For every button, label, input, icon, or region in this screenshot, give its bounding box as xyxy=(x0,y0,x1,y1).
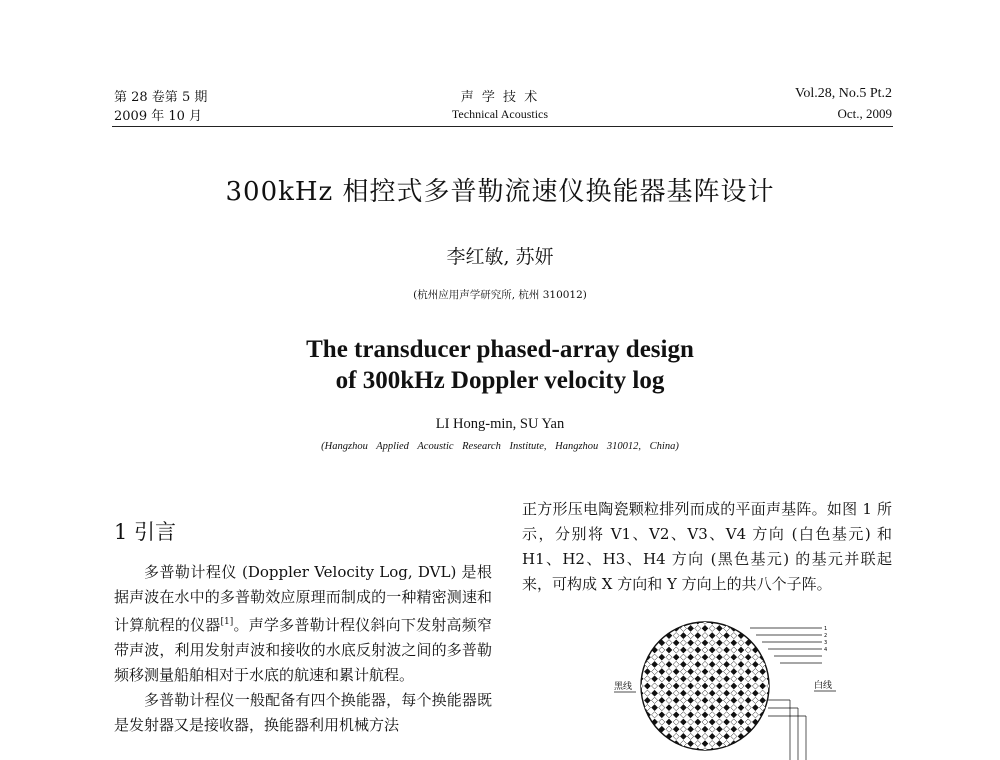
array-element xyxy=(702,741,708,747)
array-element xyxy=(731,705,737,711)
array-element xyxy=(760,697,766,703)
array-element xyxy=(688,719,694,725)
array-element xyxy=(680,654,686,660)
array-element xyxy=(666,705,672,711)
array-element xyxy=(738,633,744,639)
array-element xyxy=(652,669,658,675)
array-element xyxy=(745,719,751,725)
array-element xyxy=(659,697,665,703)
array-element xyxy=(738,697,744,703)
array-element xyxy=(716,676,722,682)
array-element xyxy=(738,647,744,653)
array-element xyxy=(680,726,686,732)
journal-volume-cn: 第 28 卷第 5 期 xyxy=(114,90,208,105)
array-element xyxy=(652,712,658,718)
array-element xyxy=(666,661,672,667)
array-element xyxy=(731,697,737,703)
array-element xyxy=(673,719,679,725)
array-element xyxy=(738,654,744,660)
array-element xyxy=(731,690,737,696)
array-element xyxy=(702,640,708,646)
array-element xyxy=(680,690,686,696)
array-element xyxy=(752,661,758,667)
array-element xyxy=(716,697,722,703)
journal-date-en: Oct., 2009 xyxy=(837,106,892,121)
array-element xyxy=(695,676,701,682)
array-element xyxy=(673,733,679,739)
array-element xyxy=(716,733,722,739)
array-element xyxy=(731,683,737,689)
array-element xyxy=(644,690,650,696)
array-element xyxy=(659,719,665,725)
array-element xyxy=(738,676,744,682)
array-element xyxy=(695,719,701,725)
array-element xyxy=(695,705,701,711)
array-element xyxy=(716,647,722,653)
array-element xyxy=(752,690,758,696)
array-element xyxy=(724,654,730,660)
array-element xyxy=(745,690,751,696)
array-element xyxy=(695,733,701,739)
journal-volume-en: Vol.28, No.5 Pt.2 xyxy=(795,86,892,101)
array-element xyxy=(680,633,686,639)
array-element xyxy=(695,640,701,646)
array-element xyxy=(709,690,715,696)
array-element xyxy=(680,719,686,725)
array-element xyxy=(688,676,694,682)
array-element xyxy=(680,712,686,718)
array-elements xyxy=(637,618,773,754)
array-element xyxy=(659,705,665,711)
array-element xyxy=(680,683,686,689)
array-element xyxy=(702,719,708,725)
array-element xyxy=(673,705,679,711)
array-element xyxy=(652,705,658,711)
authors-cn: 李红敏, 苏妍 xyxy=(446,246,554,268)
array-element xyxy=(738,690,744,696)
array-element xyxy=(702,726,708,732)
array-element xyxy=(767,683,773,689)
array-element xyxy=(738,683,744,689)
array-element xyxy=(709,697,715,703)
array-element xyxy=(680,697,686,703)
array-element xyxy=(731,669,737,675)
array-element xyxy=(716,640,722,646)
array-element xyxy=(716,690,722,696)
right-column xyxy=(522,497,892,597)
array-element xyxy=(724,705,730,711)
wire-label-4: 4 xyxy=(824,647,828,653)
array-element xyxy=(652,661,658,667)
array-element xyxy=(688,741,694,747)
array-element xyxy=(695,683,701,689)
array-element xyxy=(716,683,722,689)
array-element xyxy=(724,633,730,639)
array-element xyxy=(752,647,758,653)
array-element xyxy=(673,676,679,682)
array-element xyxy=(724,697,730,703)
array-element xyxy=(666,640,672,646)
array-element xyxy=(724,726,730,732)
array-element xyxy=(666,697,672,703)
array-element xyxy=(702,669,708,675)
array-element xyxy=(760,669,766,675)
array-element xyxy=(745,683,751,689)
array-element xyxy=(738,640,744,646)
array-element xyxy=(680,705,686,711)
array-element xyxy=(716,654,722,660)
array-element xyxy=(659,647,665,653)
array-element xyxy=(738,669,744,675)
header-rule xyxy=(112,126,893,127)
title-en-line-1: The transducer phased-array design xyxy=(306,336,694,363)
array-element xyxy=(745,669,751,675)
array-element xyxy=(680,661,686,667)
array-element xyxy=(688,726,694,732)
array-element xyxy=(644,683,650,689)
array-element xyxy=(666,647,672,653)
array-element xyxy=(702,625,708,631)
array-element xyxy=(745,654,751,660)
array-element xyxy=(695,741,701,747)
array-element xyxy=(716,741,722,747)
array-element xyxy=(673,647,679,653)
array-element xyxy=(680,733,686,739)
array-element xyxy=(702,647,708,653)
array-element xyxy=(688,640,694,646)
array-element xyxy=(760,676,766,682)
array-element xyxy=(652,719,658,725)
label-white-wire: 白线 xyxy=(814,681,833,691)
array-element xyxy=(666,690,672,696)
array-element xyxy=(716,726,722,732)
affiliation-cn: (杭州应用声学研究所, 杭州 310012) xyxy=(413,289,587,301)
array-element xyxy=(659,683,665,689)
array-element xyxy=(752,705,758,711)
array-element xyxy=(688,669,694,675)
array-element xyxy=(716,669,722,675)
array-element xyxy=(702,690,708,696)
array-element xyxy=(695,633,701,639)
array-element xyxy=(709,625,715,631)
array-element xyxy=(680,669,686,675)
array-element xyxy=(673,712,679,718)
array-element xyxy=(709,640,715,646)
array-element xyxy=(738,712,744,718)
paragraph-intro-1-rest: 。声学多普勒计程仪斜向下发射高频窄带声波，利用发射声波和接收的水底反射波之间的多普勒频移测量船舶相对于水底的航速和累计航程。 xyxy=(114,616,492,684)
array-element xyxy=(666,676,672,682)
array-element xyxy=(659,661,665,667)
array-element xyxy=(738,719,744,725)
array-element xyxy=(673,690,679,696)
array-element xyxy=(666,654,672,660)
affiliation-en: (Hangzhou Applied Acoustic Research Institute, Hangzhou 310012, China) xyxy=(321,441,679,452)
wire-label-3: 3 xyxy=(824,640,828,646)
array-element xyxy=(680,676,686,682)
array-element xyxy=(673,697,679,703)
array-element xyxy=(688,690,694,696)
array-element xyxy=(731,654,737,660)
array-element xyxy=(709,669,715,675)
array-element xyxy=(709,719,715,725)
array-element xyxy=(724,669,730,675)
array-element xyxy=(659,690,665,696)
array-element xyxy=(688,661,694,667)
array-element xyxy=(724,690,730,696)
array-element xyxy=(688,625,694,631)
array-element xyxy=(702,712,708,718)
array-element xyxy=(709,705,715,711)
array-element xyxy=(695,654,701,660)
array-element xyxy=(702,683,708,689)
label-black-wire: 黑线 xyxy=(614,682,633,692)
array-element xyxy=(695,712,701,718)
array-element xyxy=(716,705,722,711)
array-element xyxy=(716,712,722,718)
array-element xyxy=(731,647,737,653)
array-element xyxy=(688,705,694,711)
array-element xyxy=(745,712,751,718)
paragraph-intro-1 xyxy=(114,560,492,688)
array-element xyxy=(695,647,701,653)
citation-ref: [1] xyxy=(220,617,234,627)
array-element xyxy=(695,726,701,732)
array-element xyxy=(745,697,751,703)
array-element xyxy=(709,633,715,639)
array-element xyxy=(673,661,679,667)
array-element xyxy=(709,661,715,667)
paragraph-intro-2: 多普勒计程仪一般配备有四个换能器，每个换能器既是发射器又是接收器，换能器利用机械方法 xyxy=(114,691,492,734)
array-element xyxy=(752,669,758,675)
array-element xyxy=(652,654,658,660)
array-element xyxy=(738,726,744,732)
array-element xyxy=(644,676,650,682)
array-element xyxy=(673,726,679,732)
array-element xyxy=(745,676,751,682)
array-element xyxy=(709,726,715,732)
array-element xyxy=(652,697,658,703)
array-element xyxy=(702,697,708,703)
array-element xyxy=(702,618,708,624)
array-element xyxy=(716,661,722,667)
array-element xyxy=(680,640,686,646)
array-element xyxy=(702,676,708,682)
array-element xyxy=(666,733,672,739)
journal-name-cn: 声 学 技 术 xyxy=(460,90,540,105)
array-element xyxy=(716,719,722,725)
array-element xyxy=(673,683,679,689)
array-element xyxy=(738,661,744,667)
array-element xyxy=(673,669,679,675)
array-element xyxy=(724,719,730,725)
array-element xyxy=(659,654,665,660)
array-element xyxy=(666,726,672,732)
array-element xyxy=(731,733,737,739)
array-element xyxy=(688,712,694,718)
array-element xyxy=(738,705,744,711)
array-element xyxy=(637,683,643,689)
authors-en: LI Hong-min, SU Yan xyxy=(435,416,565,432)
array-element xyxy=(716,633,722,639)
title-en-line-2: of 300kHz Doppler velocity log xyxy=(335,367,665,394)
array-element xyxy=(709,654,715,660)
array-element xyxy=(673,654,679,660)
array-element xyxy=(724,676,730,682)
array-element xyxy=(702,633,708,639)
array-element xyxy=(666,633,672,639)
array-element xyxy=(688,683,694,689)
array-element xyxy=(688,733,694,739)
wire-label-2: 2 xyxy=(824,633,828,639)
array-element xyxy=(688,654,694,660)
array-element xyxy=(695,669,701,675)
array-element xyxy=(644,697,650,703)
array-element xyxy=(652,683,658,689)
array-element xyxy=(745,647,751,653)
array-element xyxy=(752,683,758,689)
array-element xyxy=(680,647,686,653)
section-heading-introduction: 1 引言 xyxy=(114,520,177,544)
array-element xyxy=(673,633,679,639)
array-element xyxy=(652,690,658,696)
array-element xyxy=(666,712,672,718)
array-element xyxy=(659,669,665,675)
array-element xyxy=(695,661,701,667)
array-element xyxy=(709,683,715,689)
array-element xyxy=(752,676,758,682)
array-element xyxy=(688,647,694,653)
array-element xyxy=(659,676,665,682)
array-element xyxy=(731,633,737,639)
array-element xyxy=(688,633,694,639)
array-element xyxy=(688,697,694,703)
array-element xyxy=(702,748,708,754)
array-element xyxy=(752,712,758,718)
array-element xyxy=(738,733,744,739)
array-element xyxy=(731,719,737,725)
array-element xyxy=(709,647,715,653)
array-element xyxy=(731,640,737,646)
array-element xyxy=(659,712,665,718)
array-element xyxy=(724,733,730,739)
array-element xyxy=(731,726,737,732)
array-element xyxy=(760,683,766,689)
array-element xyxy=(666,683,672,689)
left-column xyxy=(114,560,492,738)
array-element xyxy=(702,705,708,711)
transducer-array-figure xyxy=(600,600,860,760)
array-element xyxy=(702,661,708,667)
page-title-cn: 300kHz 相控式多普勒流速仪换能器基阵设计 xyxy=(225,177,775,207)
page-title-en xyxy=(0,334,1000,396)
array-element xyxy=(709,712,715,718)
array-element xyxy=(752,654,758,660)
journal-name-en: Technical Acoustics xyxy=(451,107,549,121)
array-element xyxy=(724,661,730,667)
array-element xyxy=(731,712,737,718)
array-element xyxy=(709,676,715,682)
array-element xyxy=(745,705,751,711)
array-element xyxy=(709,741,715,747)
array-element xyxy=(709,733,715,739)
array-element xyxy=(760,690,766,696)
array-element xyxy=(724,683,730,689)
array-element xyxy=(752,697,758,703)
paragraph-right-1: 正方形压电陶瓷颗粒排列而成的平面声基阵。如图 1 所示，分别将 V1、V2、V3、V4 方向 (白色基元) 和 H1、H2、H3、H4 方向 (黑色基元) 的基元并联起来，可构成 X 方向和 Y 方向上的共八个子阵。 xyxy=(522,500,892,593)
array-element xyxy=(731,661,737,667)
array-element xyxy=(644,669,650,675)
array-element xyxy=(752,719,758,725)
array-element xyxy=(702,654,708,660)
array-element xyxy=(695,625,701,631)
wire-label-1: 1 xyxy=(824,626,828,632)
array-element xyxy=(695,697,701,703)
array-element xyxy=(666,669,672,675)
paragraph-intro-1-text: 多普勒计程仪 (Doppler Velocity Log, DVL) 是根据声波在水中的多普勒效应原理而制成的一种精密测速和计算航程的仪器 xyxy=(114,563,492,634)
array-element xyxy=(673,640,679,646)
array-element xyxy=(666,719,672,725)
journal-date-cn: 2009 年 10 月 xyxy=(114,109,203,124)
array-element xyxy=(695,690,701,696)
array-element xyxy=(724,640,730,646)
array-element xyxy=(724,647,730,653)
array-element xyxy=(745,661,751,667)
array-element xyxy=(724,712,730,718)
array-element xyxy=(652,647,658,653)
array-element xyxy=(716,625,722,631)
array-element xyxy=(652,676,658,682)
array-element xyxy=(702,733,708,739)
array-element xyxy=(731,676,737,682)
